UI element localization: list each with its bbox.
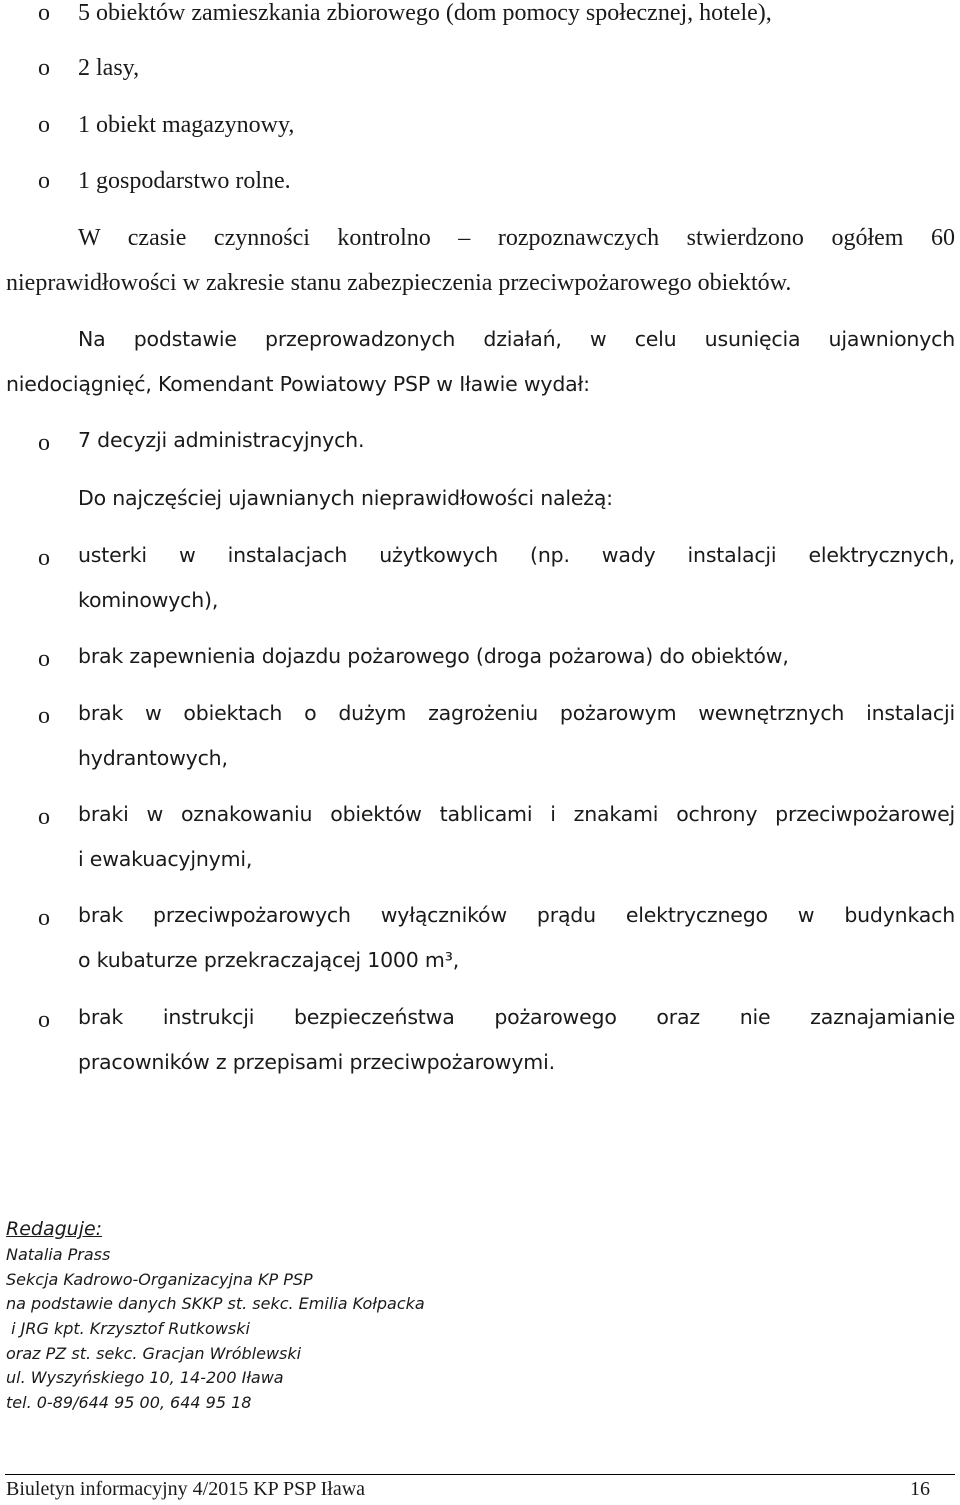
- list-item-text-cont: o kubaturze przekraczającej 1000 m³,: [78, 948, 460, 972]
- list-item-text: 1 gospodarstwo rolne.: [78, 168, 291, 194]
- bullet-marker: o: [38, 703, 50, 729]
- bullet-marker: o: [38, 168, 50, 194]
- editor-line: tel. 0-89/644 95 00, 644 95 18: [6, 1393, 252, 1413]
- bullet-marker: o: [38, 55, 50, 81]
- list-item: [0, 55, 960, 85]
- bullet-marker: o: [38, 112, 50, 138]
- bullet-marker: o: [38, 545, 50, 571]
- bullet-marker: o: [38, 430, 50, 456]
- list-item-text: brak w obiektach o dużym zagrożeniu pożarowym wewnętrznych instalacji: [78, 701, 955, 725]
- bullet-marker: o: [38, 905, 50, 931]
- list-item-text: 1 obiekt magazynowy,: [78, 112, 295, 138]
- paragraph-issues-intro: [6, 486, 955, 510]
- bullet-marker: o: [38, 804, 50, 830]
- list-item-text: brak przeciwpożarowych wyłączników prądu elektrycznego w budynkach: [78, 903, 955, 927]
- list-item: [0, 0, 960, 30]
- page-number: 16: [910, 1478, 930, 1500]
- list-item-text: 2 lasy,: [78, 55, 140, 81]
- editor-line: na podstawie danych SKKP st. sekc. Emilia Kołpacka: [6, 1294, 425, 1314]
- paragraph-line: niedociągnięć, Komendant Powiatowy PSP w Iławie wydał:: [6, 372, 590, 396]
- editors-block: [6, 1218, 425, 1418]
- list-item-text: 5 obiektów zamieszkania zbiorowego (dom pomocy społecznej, hotele),: [78, 0, 772, 26]
- editor-line: oraz PZ st. sekc. Gracjan Wróblewski: [6, 1343, 302, 1363]
- bullet-marker: o: [38, 1007, 50, 1033]
- list-item-text: brak zapewnienia dojazdu pożarowego (droga pożarowa) do obiektów,: [78, 644, 789, 668]
- editor-line: Natalia Prass: [6, 1245, 111, 1264]
- list-item: [0, 168, 960, 198]
- list-item-text: brak instrukcji bezpieczeństwa pożarowego oraz nie zaznajamianie: [78, 1005, 955, 1029]
- paragraph-line: Do najczęściej ujawnianych nieprawidłowości należą:: [78, 486, 613, 510]
- paragraph-actions-cont: [6, 372, 955, 396]
- paragraph-line: W czasie czynności kontrolno – rozpoznawczych stwierdzono ogółem 60: [78, 225, 955, 251]
- editor-line: Sekcja Kadrowo-Organizacyjna KP PSP: [6, 1269, 313, 1289]
- page-footer: [6, 1478, 930, 1501]
- paragraph-inspection-summary: [6, 225, 955, 270]
- list-item-text-cont: hydrantowych,: [78, 746, 228, 770]
- footer-title: Biuletyn informacyjny 4/2015 KP PSP Iława: [6, 1478, 366, 1500]
- paragraph-line: nieprawidłowości w zakresie stanu zabezpieczenia przeciwpożarowego obiektów.: [6, 270, 792, 296]
- editors-heading: Redaguje:: [6, 1218, 103, 1240]
- list-item-text-cont: i ewakuacyjnymi,: [78, 847, 253, 871]
- list-item-text-cont: pracowników z przepisami przeciwpożarowymi.: [78, 1050, 555, 1074]
- list-item-text: 7 decyzji administracyjnych.: [78, 428, 365, 452]
- paragraph-inspection-summary-cont: [6, 270, 955, 297]
- list-item-text-cont: kominowych),: [78, 588, 219, 612]
- bullet-marker: o: [38, 646, 50, 672]
- list-item-decision: [0, 428, 960, 458]
- list-item-text: usterki w instalacjach użytkowych (np. wady instalacji elektrycznych,: [78, 543, 955, 567]
- list-item: [0, 112, 960, 142]
- list-item-text: braki w oznakowaniu obiektów tablicami i znakami ochrony przeciwpożarowej: [78, 802, 955, 826]
- footer-divider: [5, 1474, 955, 1475]
- paragraph-actions: [6, 327, 955, 351]
- bullet-marker: o: [38, 0, 50, 26]
- editor-line: i JRG kpt. Krzysztof Rutkowski: [6, 1319, 250, 1339]
- editor-line: ul. Wyszyńskiego 10, 14-200 Iława: [6, 1368, 284, 1388]
- paragraph-line: Na podstawie przeprowadzonych działań, w celu usunięcia ujawnionych: [78, 327, 955, 351]
